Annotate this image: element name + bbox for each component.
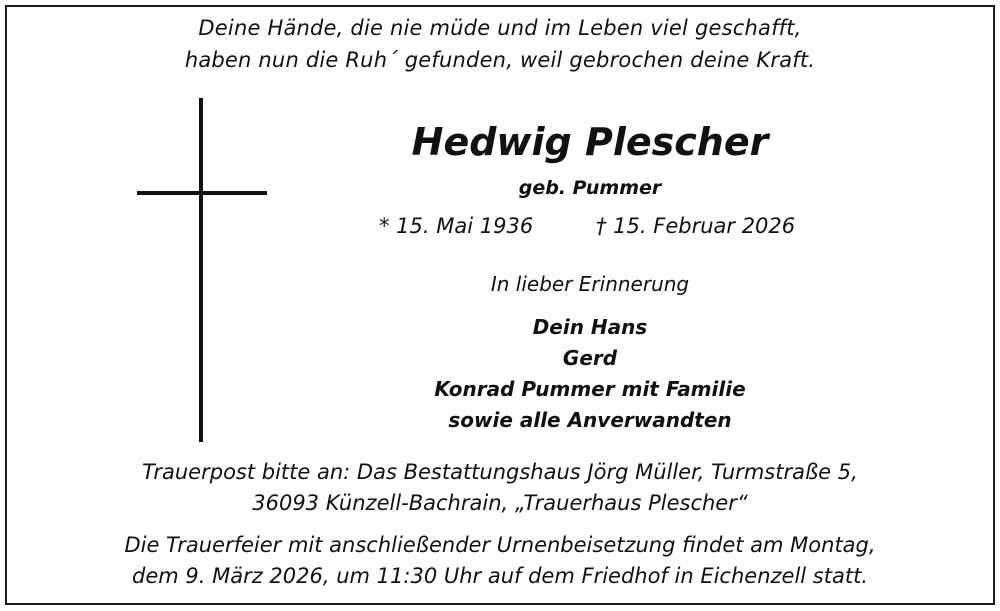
mail-address-line-1: Trauerpost bitte an: Das Bestattungshaus Jörg Müller, Turmstraße 5, xyxy=(142,460,858,484)
mail-address-line-2: 36093 Künzell-Bachrain, „Trauerhaus Plescher“ xyxy=(252,491,748,515)
memory-text: In lieber Erinnerung xyxy=(490,272,690,296)
poem-line-2: haben nun die Ruh´ gefunden, weil gebrochen deine Kraft. xyxy=(184,48,816,72)
deceased-name: Hedwig Plescher xyxy=(411,120,769,164)
family-member: Gerd xyxy=(562,346,618,370)
family-member: Dein Hans xyxy=(532,315,648,339)
poem-line-1: Deine Hände, die nie müde und im Leben viel geschafft, xyxy=(198,16,802,40)
service-info-line-2: dem 9. März 2026, um 11:30 Uhr auf dem Friedhof in Eichenzell statt. xyxy=(132,564,868,588)
birth-date: * 15. Mai 1936 xyxy=(379,214,534,238)
notice-border xyxy=(5,5,995,605)
service-info-line-1: Die Trauerfeier mit anschließender Urnenbeisetzung findet am Montag, xyxy=(124,533,876,557)
family-member: Konrad Pummer mit Familie xyxy=(434,377,746,401)
family-member: sowie alle Anverwandten xyxy=(448,408,732,432)
death-date: † 15. Februar 2026 xyxy=(596,214,796,238)
maiden-name: geb. Pummer xyxy=(518,177,662,199)
